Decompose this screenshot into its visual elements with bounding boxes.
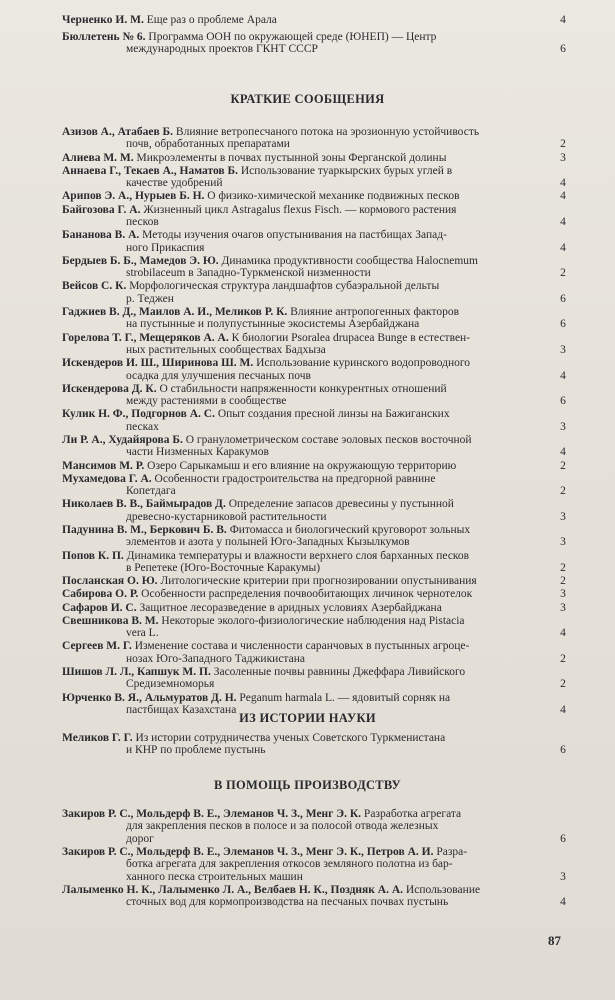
- entry-title: Влияние ветропесчаного потока на эрозионную устойчивость: [175, 126, 480, 138]
- entry-authors: Ли Р. А., Худайярова Б.: [62, 434, 183, 446]
- entry-title: Особенности градостроительства на предгорной равнине: [154, 472, 436, 485]
- entry-authors: Вейсов С. К.: [62, 280, 127, 293]
- entry-title: Жизненный цикл Astragalus flexus Fisch. — кормового растения: [143, 203, 457, 216]
- entry-page: 3: [560, 344, 566, 356]
- contents-entry: [62, 524, 540, 549]
- contents-entry: [62, 473, 540, 498]
- contents-entry: [62, 408, 540, 433]
- contents-entry: [62, 306, 540, 331]
- entry-title-cont: ханного песка строительных машин: [126, 870, 303, 883]
- entry-authors: Азизов А., Атабаев Б.: [62, 126, 174, 138]
- entry-authors: Свешникова В. М.: [62, 614, 159, 627]
- contents-entry: [62, 615, 540, 640]
- entry-page: 6: [560, 318, 566, 331]
- entry-authors: Посланская О. Ю.: [62, 575, 158, 588]
- contents-entry: [62, 884, 540, 909]
- entry-page: 6: [560, 744, 566, 757]
- entry-page: 2: [560, 267, 566, 280]
- entry-page: 3: [560, 151, 566, 164]
- entry-authors: Горелова Т. Г., Мещеряков А. А.: [62, 331, 229, 344]
- entry-title-cont: и КНР по проблеме пустынь: [126, 744, 266, 757]
- entry-title: Использование туаркырских бурых углей в: [240, 164, 453, 177]
- section-heading-production: В ПОМОЩЬ ПРОИЗВОДСТВУ: [213, 778, 402, 792]
- entry-title: Использование куринского водопроводного: [256, 357, 471, 370]
- entry-title: Фитомасса и биологический круговорот зольных: [229, 524, 471, 536]
- entry-page: 3: [560, 510, 566, 523]
- entry-title: Особенности распределения почвообитающих личинок чернотелок: [141, 588, 473, 601]
- entry-title-cont: дорог: [126, 832, 154, 845]
- entry-title: Определение запасов древесины у пустынной: [228, 498, 454, 511]
- section-heading-short: КРАТКИЕ СООБЩЕНИЯ: [230, 92, 385, 106]
- contents-entry: [62, 165, 540, 190]
- entry-title-cont: качестве удобрений: [126, 177, 223, 190]
- entry-authors: Гаджиев В. Д., Маилов А. И., Меликов Р. К.: [62, 306, 288, 318]
- entry-page: 4: [560, 704, 566, 716]
- entry-page: 4: [560, 241, 566, 254]
- entry-authors: Николаев В. В., Баймырадов Д.: [62, 498, 226, 511]
- entry-title: О физико-химической механике подвижных песков: [207, 190, 460, 203]
- entry-title: Изменение состава и численности саранчовых в пустынных агроце-: [134, 640, 470, 653]
- entry-authors: Закиров Р. С., Мольдерф В. Е., Элеманов Ч. З., Менг Э. К., Петров А. И.: [62, 845, 434, 858]
- entry-page: 4: [560, 627, 566, 640]
- entry-title: Использование: [405, 883, 481, 896]
- entry-title: Разра-: [436, 845, 468, 858]
- entry-title-cont: Средиземноморья: [126, 678, 215, 691]
- entry-authors: Искендерова Д. К.: [62, 382, 157, 395]
- entry-title: Литологические критерии при прогнозировании опустынивания: [160, 575, 477, 588]
- entry-title: Из истории сотрудничества ученых Советского Туркменистана: [135, 732, 446, 744]
- entry-title-cont: на пустынные и полупустынные экосистемы Азербайджана: [126, 318, 420, 331]
- entry-title: Морфологическая структура ландшафтов субаэральной дельты: [129, 280, 440, 293]
- entry-authors: Юрченко В. Я., Альмуратов Д. Н.: [62, 691, 237, 704]
- entry-page: 3: [560, 420, 566, 433]
- entry-title: Защитное лесоразведение в аридных условиях Азербайджана: [139, 601, 442, 614]
- entry-authors: Черненко И. М.: [62, 14, 144, 26]
- entry-title: О стабильности напряженности конкурентных отношений: [159, 382, 447, 395]
- entry-title: Методы изучения очагов опустынивания на пастбищах Запад-: [142, 229, 447, 242]
- entry-title: К биологии Psoralea drupacea Bunge в естествен-: [231, 331, 471, 344]
- entry-page: 4: [560, 190, 566, 203]
- entry-title-cont: международных проектов ГКНТ СССР: [126, 43, 318, 56]
- entry-title: Засоленные почвы равнины Джеффара Ливийского: [213, 666, 466, 678]
- contents-entry: [62, 204, 540, 229]
- entry-authors: Арипов Э. А., Нурыев Б. Н.: [62, 190, 205, 203]
- entry-page: 4: [560, 896, 566, 908]
- entry-page: 6: [560, 832, 566, 845]
- entry-authors: Бананова В. А.: [62, 229, 140, 242]
- contents-entry: [62, 640, 540, 665]
- entry-title-cont: vera L.: [126, 627, 159, 640]
- entry-page: 6: [560, 292, 566, 305]
- contents-entry: [62, 808, 540, 845]
- entry-title: О гранулометрическом составе эоловых песков восточной: [185, 434, 472, 446]
- entry-title-cont: ных растительных сообществах Бадхыза: [126, 344, 326, 356]
- entry-title-cont: strobilaceum в Западно-Туркменской низменности: [126, 267, 371, 280]
- entry-page: 6: [560, 43, 566, 55]
- entry-page: 2: [560, 485, 566, 498]
- contents-entry: [62, 732, 540, 757]
- entry-authors: Сафаров И. С.: [62, 601, 137, 614]
- entry-title-cont: песках: [126, 420, 159, 433]
- entry-title-cont: р. Теджен: [126, 292, 174, 305]
- entry-title-cont: нозах Юго-Западного Таджикистана: [126, 652, 305, 665]
- contents-entry: [62, 229, 540, 254]
- entry-page: 2: [560, 575, 566, 588]
- entry-authors: Попов К. П.: [62, 549, 124, 562]
- contents-entry: [62, 152, 540, 164]
- entry-authors: Сабирова О. Р.: [62, 588, 139, 601]
- entry-authors: Сергеев М. Г.: [62, 640, 132, 653]
- entry-title-cont: древесно-кустарниковой растительности: [126, 510, 327, 523]
- entry-page: 3: [560, 536, 566, 549]
- entry-page: 2: [560, 562, 566, 574]
- entry-title-cont: элементов и азота у полыней Юго-Западных Кызылкумов: [126, 536, 410, 549]
- entry-page: 3: [560, 601, 566, 614]
- entry-authors: Лалыменко Н. К., Лалыменко Л. А., Велбаев Н. К., Поздняк А. А.: [62, 883, 404, 896]
- entry-page: 3: [560, 588, 566, 601]
- contents-entry: [62, 602, 540, 614]
- contents-entry: [62, 575, 540, 587]
- entry-page: 2: [560, 459, 566, 472]
- entry-authors: Падунина В. М., Беркович Б. В.: [62, 524, 227, 536]
- contents-entry: [62, 550, 540, 575]
- entry-authors: Мансимов М. Р.: [62, 459, 145, 472]
- contents-entry: [62, 332, 540, 357]
- entry-page: 4: [560, 369, 566, 382]
- entry-authors: Кулик Н. Ф., Подгорнов А. С.: [62, 408, 215, 421]
- entry-page: 2: [560, 678, 566, 691]
- entry-title-cont: осадка для улучшения песчаных почв: [126, 369, 311, 382]
- entry-page: 2: [560, 138, 566, 151]
- entry-title: Микроэлементы в почвах пустынной зоны Ферганской долины: [136, 151, 447, 164]
- entry-title-cont: части Низменных Каракумов: [126, 446, 269, 459]
- entry-authors: Искендеров И. Ш., Ширинова Ш. М.: [62, 357, 254, 370]
- entry-title-cont: сточных вод для кормопроизводства на песчаных почвах пустынь: [126, 896, 449, 908]
- entry-title: Еще раз о проблеме Арала: [146, 14, 277, 26]
- contents-entry: [62, 460, 540, 472]
- entry-authors: Меликов Г. Г.: [62, 732, 133, 744]
- page-number: 87: [548, 933, 561, 948]
- entry-page: 4: [560, 14, 566, 26]
- entry-title: Опыт создания пресной линзы на Бажиганских: [217, 408, 450, 421]
- entry-title-cont: ботка агрегата для закрепления откосов земляного полотна из бар-: [126, 858, 453, 871]
- entry-title: Динамика продуктивности сообщества Halocnemum: [221, 254, 478, 267]
- entry-title: Программа ООН по окружающей среде (ЮНЕП) — Центр: [148, 31, 437, 43]
- entry-page: 2: [560, 652, 566, 665]
- entry-page: 4: [560, 216, 566, 228]
- entry-authors: Закиров Р. С., Мольдерф В. Е., Элеманов Ч. З., Менг Э. К.: [62, 808, 362, 820]
- contents-entry: [62, 126, 540, 151]
- entry-authors: Алиева М. М.: [62, 151, 134, 164]
- entry-title-cont: между растениями в сообществе: [126, 395, 287, 408]
- entry-title: Некоторые эколого-физиологические наблюдения над Pistacia: [161, 614, 465, 627]
- entry-title-cont: ного Прикаспия: [126, 241, 205, 254]
- entry-title-cont: песков: [126, 216, 159, 228]
- contents-entry: [62, 434, 540, 459]
- entry-title: Влияние антропогенных факторов: [290, 306, 460, 318]
- entry-title-cont: пастбищах Казахстана: [126, 704, 237, 716]
- contents-entry: [62, 14, 540, 26]
- contents-entry: [62, 280, 540, 305]
- entry-title-cont: в Репетеке (Юго-Восточные Каракумы): [126, 562, 321, 574]
- contents-entry: [62, 357, 540, 382]
- entry-authors: Шишов Л. Л., Капшук М. П.: [62, 666, 211, 678]
- entry-authors: Бюллетень № 6.: [62, 31, 146, 43]
- entry-title-cont: Копетдага: [126, 485, 176, 498]
- contents-entry: [62, 255, 540, 280]
- entry-page: 4: [560, 177, 566, 190]
- contents-entry: [62, 190, 540, 202]
- contents-entry: [62, 666, 540, 691]
- entry-title: Peganum harmala L. — ядовитый сорняк на: [239, 691, 451, 704]
- entry-authors: Бердыев Б. Б., Мамедов Э. Ю.: [62, 254, 219, 267]
- entry-page: 4: [560, 446, 566, 459]
- contents-entry: [62, 31, 540, 56]
- entry-title: Озеро Сарыкамыш и его влияние на окружающую территорию: [147, 459, 457, 472]
- entry-title-cont: для закрепления песков в полосе и за полосой отвода железных: [126, 820, 439, 833]
- entry-title: Динамика температуры и влажности верхнего слоя барханных песков: [126, 549, 470, 562]
- entry-authors: Аннаева Г., Текаев А., Наматов Б.: [62, 164, 238, 177]
- entry-title-cont: почв, обработанных препаратами: [126, 138, 290, 151]
- contents-entry: [62, 498, 540, 523]
- contents-entry: [62, 588, 540, 600]
- section-heading-history: ИЗ ИСТОРИИ НАУКИ: [239, 711, 376, 725]
- entry-authors: Байгозова Г. А.: [62, 203, 141, 216]
- entry-page: 6: [560, 395, 566, 408]
- entry-page: 3: [560, 870, 566, 883]
- entry-title: Разработка агрегата: [363, 808, 462, 820]
- contents-entry: [62, 383, 540, 408]
- entry-authors: Мухамедова Г. А.: [62, 472, 152, 485]
- contents-entry: [62, 846, 540, 883]
